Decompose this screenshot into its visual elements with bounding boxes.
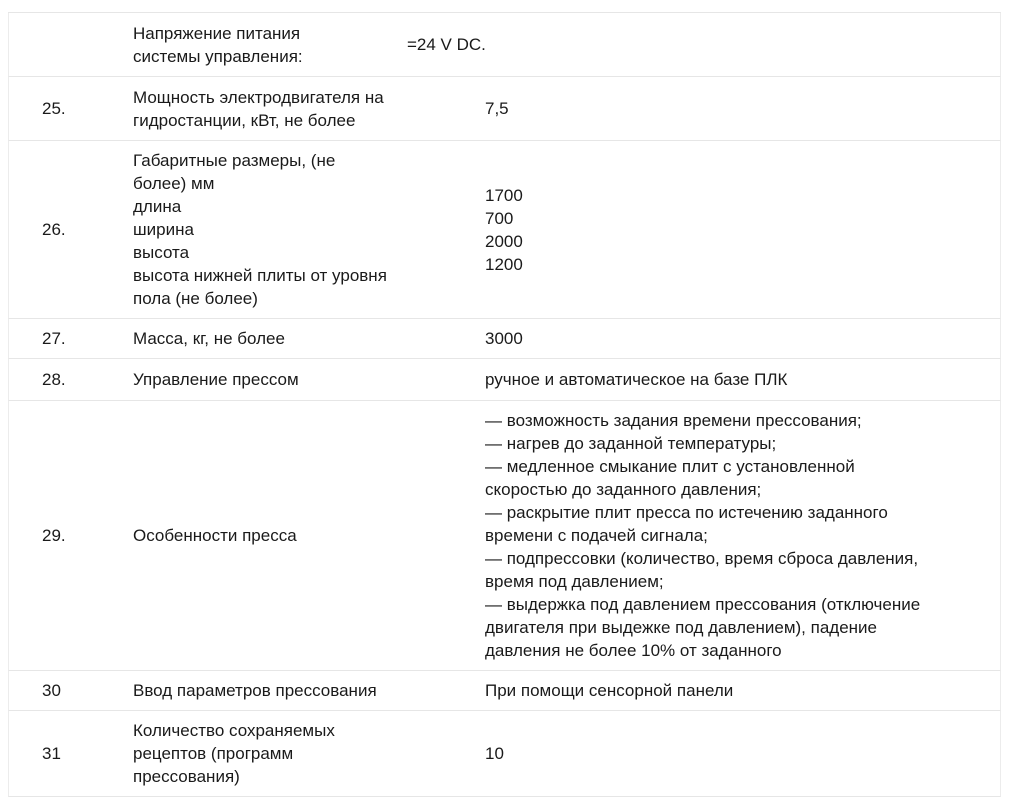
parameter-name: Количество сохраняемых рецептов (программ прессования) [133,721,335,786]
parameter-value: 3000 [485,329,523,348]
parameter-value: — возможность задания времени прессования; — нагрев до заданной температуры; — медленное смыкание плит с установленной скоростью до заданного давления; — раскрытие плит пресса по истечению заданного времени с подачей сигнала; — подпрессовки (количество, время сброса давления, время под давлением; — выдержка под давлением прессования (отключение двигателя при выдежке под давлением), падение давления не более 10% от заданного [485,411,921,660]
parameter-value: ручное и автоматическое на базе ПЛК [485,370,788,389]
table-row [8,711,1001,797]
parameter-value: При помощи сенсорной панели [485,681,734,700]
parameter-value: 10 [485,744,504,763]
spec-table [8,12,1001,797]
parameter-value: 1700 700 2000 1200 [485,185,523,274]
parameter-name: Масса, кг, не более [133,329,285,348]
table-row [8,319,1001,359]
parameter-name: Напряжение питания системы управления: [133,23,303,66]
table-row [8,401,1001,671]
table-row [8,359,1001,401]
parameter-name: Мощность электродвигателя на гидростанции, кВт, не более [133,87,384,130]
parameter-value: =24 V DC. [407,35,486,54]
row-number: 31 [42,744,61,763]
table-row [8,13,1001,77]
parameter-value: 7,5 [485,99,509,118]
table-row [8,141,1001,319]
parameter-name: Ввод параметров прессования [133,681,377,700]
row-number: 26. [42,220,66,239]
parameter-name: Габаритные размеры, (не более) мм длина ширина высота высота нижней плиты от уровня пола (не более) [133,151,387,308]
table-row [8,77,1001,141]
row-number: 27. [42,329,66,348]
parameter-name: Особенности пресса [133,526,297,545]
parameter-name: Управление прессом [133,370,299,389]
row-number: 30 [42,681,61,700]
row-number: 28. [42,370,66,389]
row-number: 25. [42,99,66,118]
row-number: 29. [42,526,66,545]
table-row [8,671,1001,711]
